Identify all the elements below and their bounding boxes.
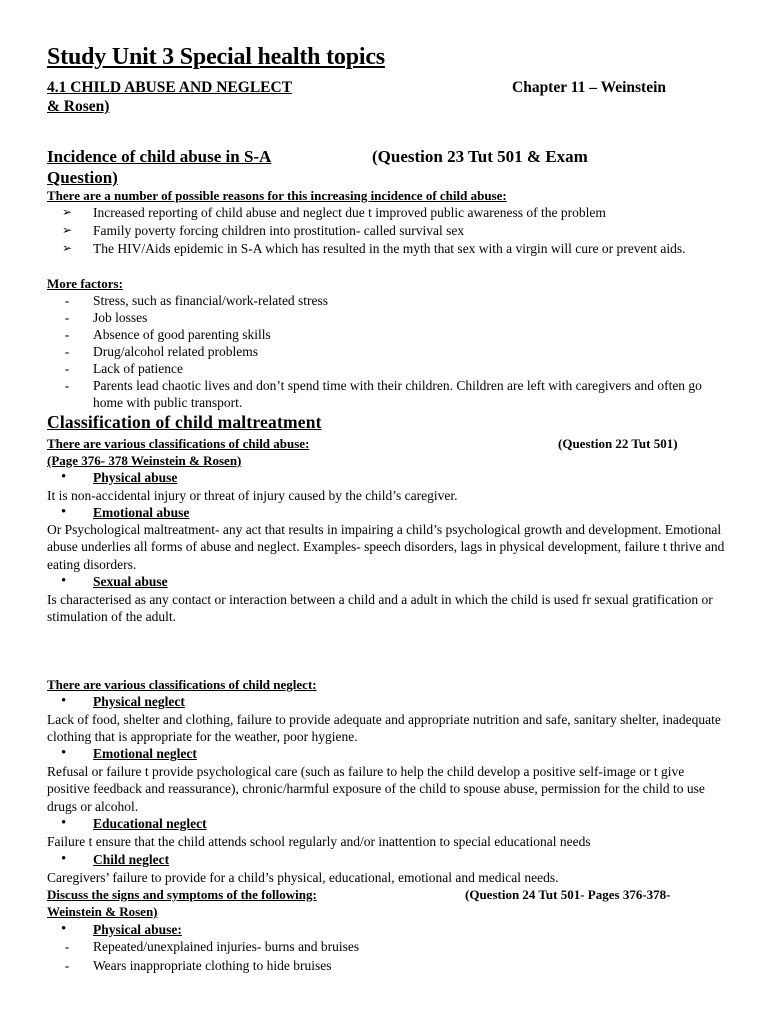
neglect-description: Caregivers’ failure to provide for a child’s physical, educational, emotional and medical needs. bbox=[47, 870, 559, 885]
dash-bullet-icon: - bbox=[64, 378, 70, 393]
bullet-icon: • bbox=[61, 815, 67, 831]
chapter-reference: Chapter 11 – Weinstein bbox=[512, 79, 667, 96]
more-factors-label: More factors: bbox=[47, 276, 123, 291]
abuse-description: Or Psychological maltreatment- any act that results in impairing a child’s psychological growth and development. Emotional abuse underlies all forms of abuse and neglect. Examples- speech disorders, lags in physical development, failure t thrive and eating disorders. bbox=[47, 522, 725, 572]
dash-bullet-icon: - bbox=[64, 310, 70, 325]
chapter-reference-cont: & Rosen) bbox=[47, 98, 110, 115]
dash-bullet-icon: - bbox=[64, 327, 70, 342]
neglect-intro: There are various classifications of child neglect: bbox=[47, 677, 317, 692]
classification-heading: Classification of child maltreatment bbox=[47, 412, 322, 432]
bullet-icon: • bbox=[61, 745, 67, 761]
incidence-intro: There are a number of possible reasons for this increasing incidence of child abuse: bbox=[47, 188, 507, 203]
signs-intro: Discuss the signs and symptoms of the following: (Question 24 Tut 501- Pages 376-378- Weinstein & Rosen) bbox=[47, 886, 727, 920]
signs-question-ref: (Question 24 Tut 501- Pages 376-378- bbox=[465, 887, 671, 902]
bullet-icon: • bbox=[61, 504, 67, 520]
incidence-heading bbox=[47, 146, 723, 188]
neglect-description: Refusal or failure t provide psychological care (such as failure to help the child develop a positive self-image or t give positive feedback and reassurance), chronic/harmful exposure of the child to spouse abuse, permission for the child to use drugs or alcohol. bbox=[47, 764, 705, 814]
dash-bullet-icon: - bbox=[64, 939, 70, 954]
abuse-description: Is characterised as any contact or interaction between a child and a adult in which the child is used fr sexual gratification or stimulation of the adult. bbox=[47, 592, 713, 625]
dash-bullet-icon: - bbox=[64, 344, 70, 359]
arrow-bullet-icon: ➢ bbox=[61, 241, 73, 255]
bullet-icon: • bbox=[61, 573, 67, 589]
dash-bullet-icon: - bbox=[64, 361, 70, 376]
section-title: 4.1 CHILD ABUSE AND NEGLECT bbox=[47, 79, 293, 96]
incidence-heading-title: Incidence of child abuse in S-A bbox=[47, 147, 272, 166]
dash-bullet-icon: - bbox=[64, 293, 70, 308]
abuse-intro: There are various classifications of child abuse: (Question 22 Tut 501) (Page 376- 378 Weinstein & Rosen) bbox=[47, 435, 727, 469]
abuse-question-ref: (Question 22 Tut 501) bbox=[558, 436, 678, 451]
neglect-description: Lack of food, shelter and clothing, failure to provide adequate and appropriate nutrition and safe, sanitary shelter, inadequate clothing that is appropriate for the weather, poor hygiene. bbox=[47, 712, 721, 745]
signs-question-ref-cont: Weinstein & Rosen) bbox=[47, 904, 158, 919]
document-title: Study Unit 3 Special health topics bbox=[47, 44, 385, 70]
neglect-description: Failure t ensure that the child attends school regularly and/or inattention to special educational needs bbox=[47, 834, 591, 849]
incidence-question-ref-cont: Question) bbox=[47, 168, 118, 187]
bullet-icon: • bbox=[61, 921, 67, 937]
arrow-bullet-icon: ➢ bbox=[61, 205, 73, 219]
abuse-page-ref: (Page 376- 378 Weinstein & Rosen) bbox=[47, 453, 242, 468]
abuse-description: It is non-accidental injury or threat of injury caused by the child’s caregiver. bbox=[47, 488, 458, 503]
bullet-icon: • bbox=[61, 851, 67, 867]
bullet-icon: • bbox=[61, 469, 67, 485]
dash-bullet-icon: - bbox=[64, 958, 70, 973]
arrow-bullet-icon: ➢ bbox=[61, 223, 73, 237]
section-heading bbox=[47, 78, 723, 116]
incidence-question-ref: (Question 23 Tut 501 & Exam bbox=[372, 147, 588, 166]
bullet-icon: • bbox=[61, 693, 67, 709]
